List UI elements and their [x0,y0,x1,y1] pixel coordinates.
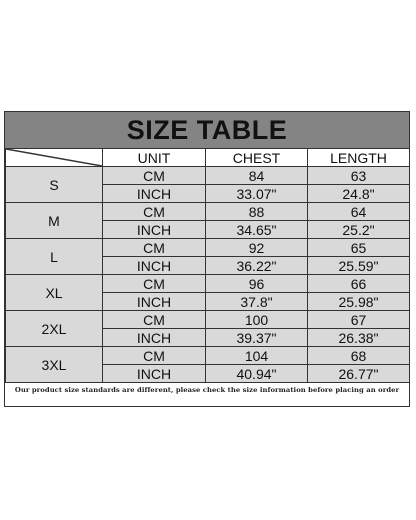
cell-length: 25.98" [308,293,410,311]
cell-unit: CM [103,347,206,365]
size-row-cm [6,347,410,365]
size-label: XL [6,275,103,311]
cell-chest: 88 [206,203,308,221]
cell-length: 66 [308,275,410,293]
header-length: LENGTH [308,149,410,167]
size-table [5,148,410,383]
diagonal-line [6,149,102,166]
cell-length: 63 [308,167,410,185]
cell-chest: 36.22" [206,257,308,275]
cell-unit: INCH [103,257,206,275]
size-label: L [6,239,103,275]
size-row-cm [6,311,410,329]
cell-length: 26.38" [308,329,410,347]
cell-unit: INCH [103,293,206,311]
cell-length: 24.8" [308,185,410,203]
size-label: 3XL [6,347,103,383]
size-row-cm [6,239,410,257]
cell-unit: CM [103,275,206,293]
size-label: 2XL [6,311,103,347]
cell-chest: 37.8" [206,293,308,311]
cell-unit: CM [103,203,206,221]
cell-unit: INCH [103,221,206,239]
cell-unit: CM [103,167,206,185]
cell-length: 67 [308,311,410,329]
header-row [6,149,410,167]
cell-chest: 40.94" [206,365,308,383]
size-table-title: SIZE TABLE [5,112,409,149]
cell-chest: 34.65" [206,221,308,239]
size-row-cm [6,275,410,293]
header-unit: UNIT [103,149,206,167]
cell-length: 64 [308,203,410,221]
cell-unit: INCH [103,365,206,383]
cell-chest: 92 [206,239,308,257]
size-table-card [4,111,410,407]
size-label: M [6,203,103,239]
header-chest: CHEST [206,149,308,167]
size-row-cm [6,167,410,185]
cell-length: 26.77" [308,365,410,383]
size-row-cm [6,203,410,221]
cell-length: 25.59" [308,257,410,275]
size-label: S [6,167,103,203]
corner-cell [6,149,103,167]
cell-unit: INCH [103,329,206,347]
cell-length: 25.2" [308,221,410,239]
cell-chest: 33.07" [206,185,308,203]
cell-chest: 39.37" [206,329,308,347]
cell-length: 65 [308,239,410,257]
size-note: Our product size standards are different, please check the size information before placing an order [14,386,400,394]
cell-chest: 100 [206,311,308,329]
cell-unit: CM [103,311,206,329]
cell-unit: CM [103,239,206,257]
cell-chest: 84 [206,167,308,185]
cell-chest: 96 [206,275,308,293]
cell-unit: INCH [103,185,206,203]
cell-length: 68 [308,347,410,365]
cell-chest: 104 [206,347,308,365]
